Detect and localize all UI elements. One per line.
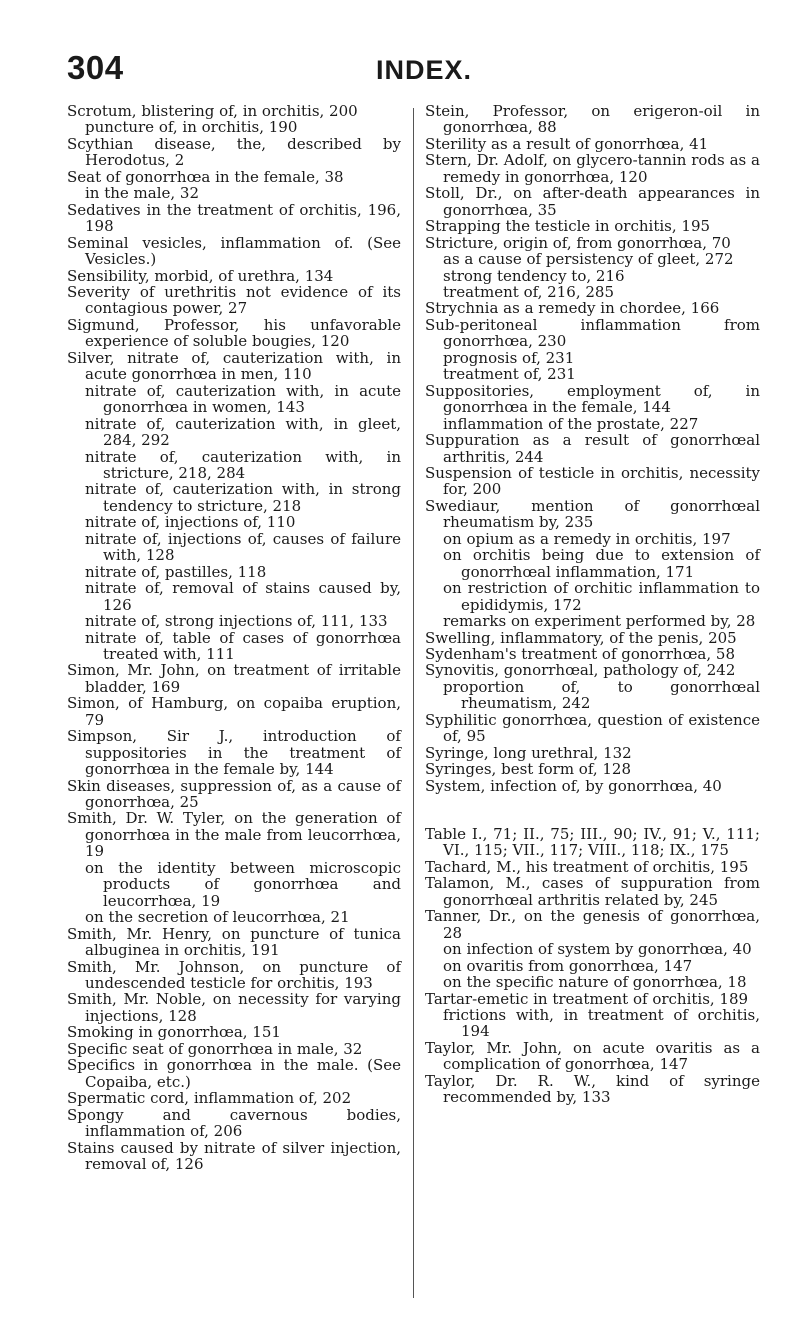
index-entry: Smith, Mr. Johnson, on puncture of undescended testicle for orchitis, 193	[67, 957, 401, 993]
index-entry: Strychnia as a remedy in chordee, 166	[425, 299, 720, 318]
index-entry: Specific seat of gonorrhœa in male, 32	[67, 1039, 363, 1058]
index-subentry: nitrate of, strong injections of, 111, 133	[85, 612, 388, 631]
index-subentry: in the male, 32	[85, 184, 200, 203]
index-entry: Tanner, Dr., on the genesis of gonorrhœa, 28	[425, 907, 760, 942]
index-subentry: inflammation of the prostate, 227	[443, 414, 699, 433]
index-entry: Smith, Dr. W. Tyler, on the generation of gonorrhœa in the male from leucorrhœa, 19	[67, 809, 401, 861]
index-subentry: strong tendency to, 216	[443, 266, 625, 285]
index-entry: Stains caused by nitrate of silver injection, removal of, 126	[67, 1138, 401, 1173]
index-entry: Smoking in gonorrhœa, 151	[67, 1023, 281, 1042]
index-subentry: nitrate of, cauterization with, in stricture, 218, 284	[85, 447, 401, 482]
index-entry: Syphilitic gonorrhœa, question of existence of, 95	[425, 710, 760, 746]
index-subentry: frictions with, in treatment of orchitis, 194	[443, 1006, 760, 1041]
index-entry: Tartar-emetic in treatment of orchitis, 189	[425, 989, 749, 1008]
index-entry: Sydenham's treatment of gonorrhœa, 58	[425, 644, 735, 663]
index-subentry: nitrate of, table of cases of gonorrhœa treated with, 111	[85, 628, 401, 663]
index-entry: Scrotum, blistering of, in orchitis, 200	[67, 102, 358, 120]
index-entry: Stern, Dr. Adolf, on glycero-tannin rods as a remedy in gonorrhœa, 120	[425, 151, 760, 186]
index-subentry: on the identity between microscopic products of gonorrhœa and leucorrhœa, 19	[85, 858, 401, 910]
index-subentry: on restriction of orchitic inflammation to epididymis, 172	[443, 579, 760, 614]
index-entry: Swediaur, mention of gonorrhœal rheumatism by, 235	[425, 496, 760, 532]
index-subentry: on ovaritis from gonorrhœa, 147	[443, 956, 693, 975]
index-entry: Table I., 71; II., 75; III., 90; IV., 91; V., 111; VI., 115; VII., 117; VIII., 118; IX., 175	[425, 825, 760, 860]
index-entry: Simpson, Sir J., introduction of suppositories in the treatment of gonorrhœa in the female by, 144	[67, 727, 401, 779]
index-entry: Tachard, M., his treatment of orchitis, 195	[425, 857, 749, 876]
index-subentry: proportion of, to gonorrhœal rheumatism, 242	[443, 677, 760, 713]
index-column-right	[425, 103, 760, 1106]
index-entry: Stein, Professor, on erigeron-oil in gonorrhœa, 88	[425, 102, 760, 137]
index-subentry: on orchitis being due to extension of gonorrhœal inflammation, 171	[443, 546, 760, 581]
index-entry: Sigmund, Professor, his unfavorable experience of soluble bougies, 120	[67, 315, 401, 351]
index-subentry: on the specific nature of gonorrhœa, 18	[443, 973, 747, 992]
index-subentry: puncture of, in orchitis, 190	[85, 118, 298, 137]
index-subentry: nitrate of, cauterization with, in strong tendency to stricture, 218	[85, 480, 401, 515]
index-entry: Silver, nitrate of, cauterization with, in acute gonorrhœa in men, 110	[67, 348, 401, 384]
index-subentry: on the secretion of leucorrhœa, 21	[85, 908, 350, 927]
page-header	[0, 50, 800, 90]
index-entry: Spermatic cord, inflammation of, 202	[67, 1089, 352, 1108]
index-subentry: nitrate of, injections of, causes of failure with, 128	[85, 529, 401, 565]
index-entry: Scythian disease, the, described by Herodotus, 2	[67, 134, 401, 170]
index-entry: Simon, of Hamburg, on copaiba eruption, 79	[67, 694, 401, 729]
index-entry: Stricture, origin of, from gonorrhœa, 70	[425, 233, 731, 252]
index-entry: Taylor, Dr. R. W., kind of syringe recommended by, 133	[425, 1071, 760, 1107]
index-entry: Specifics in gonorrhœa in the male. (See Copaiba, etc.)	[67, 1056, 401, 1091]
index-entry: System, infection of, by gonorrhœa, 40	[425, 776, 722, 795]
index-entry: Sterility as a result of gonorrhœa, 41	[425, 134, 709, 153]
page-number: 304	[67, 49, 124, 86]
index-subentry: nitrate of, cauterization with, in gleet, 284, 292	[85, 414, 401, 450]
index-entry: Severity of urethritis not evidence of its contagious power, 27	[67, 282, 401, 318]
index-subentry: as a cause of persistency of gleet, 272	[443, 250, 734, 269]
index-entry: Taylor, Mr. John, on acute ovaritis as a complication of gonorrhœa, 147	[425, 1038, 760, 1074]
index-entry: Sedatives in the treatment of orchitis, 196, 198	[67, 200, 401, 236]
index-entry: Strapping the testicle in orchitis, 195	[425, 217, 711, 236]
index-entry: Seminal vesicles, inflammation of. (See Vesicles.)	[67, 233, 401, 269]
column-divider	[413, 108, 414, 1298]
index-subentry: nitrate of, injections of, 110	[85, 513, 296, 532]
index-entry: Suspension of testicle in orchitis, necessity for, 200	[425, 463, 760, 499]
index-subentry: nitrate of, cauterization with, in acute gonorrhœa in women, 143	[85, 381, 401, 417]
index-subentry: on opium as a remedy in orchitis, 197	[443, 529, 731, 548]
index-subentry: nitrate of, pastilles, 118	[85, 562, 267, 581]
index-entry: Synovitis, gonorrhœal, pathology of, 242	[425, 661, 736, 680]
index-entry: Simon, Mr. John, on treatment of irritable bladder, 169	[67, 661, 401, 696]
index-entry: Syringe, long urethral, 132	[425, 743, 632, 762]
index-entry: Swelling, inflammatory, of the penis, 205	[425, 628, 737, 647]
running-title: INDEX.	[376, 55, 473, 85]
index-entry: Spongy and cavernous bodies, inflammation of, 206	[67, 1105, 401, 1141]
index-subentry: treatment of, 216, 285	[443, 282, 614, 301]
index-entry: Sensibility, morbid, of urethra, 134	[67, 266, 334, 285]
index-entry: Suppositories, employment of, in gonorrhœa in the female, 144	[425, 381, 760, 417]
index-subentry: prognosis of, 231	[443, 348, 575, 367]
index-entry: Smith, Mr. Henry, on puncture of tunica albuginea in orchitis, 191	[67, 924, 401, 960]
index-column-left	[67, 103, 401, 1172]
index-subentry: nitrate of, removal of stains caused by, 126	[85, 579, 401, 614]
index-entry: Skin diseases, suppression of, as a cause of gonorrhœa, 25	[67, 776, 401, 812]
index-subentry: on infection of system by gonorrhœa, 40	[443, 940, 752, 959]
index-entry: Talamon, M., cases of suppuration from gonorrhœal arthritis related by, 245	[425, 874, 760, 909]
index-entry: Smith, Mr. Noble, on necessity for varying injections, 128	[67, 990, 401, 1025]
index-entry: Sub-peritoneal inflammation from gonorrhœa, 230	[425, 315, 760, 351]
index-subentry: treatment of, 231	[443, 365, 576, 384]
index-entry: Stoll, Dr., on after-death appearances in gonorrhœa, 35	[425, 184, 760, 219]
index-entry: Suppuration as a result of gonorrhœal arthritis, 244	[425, 431, 760, 466]
index-subentry: remarks on experiment performed by, 28	[443, 612, 756, 631]
index-entry: Syringes, best form of, 128	[425, 760, 632, 779]
index-entry: Seat of gonorrhœa in the female, 38	[67, 167, 344, 186]
